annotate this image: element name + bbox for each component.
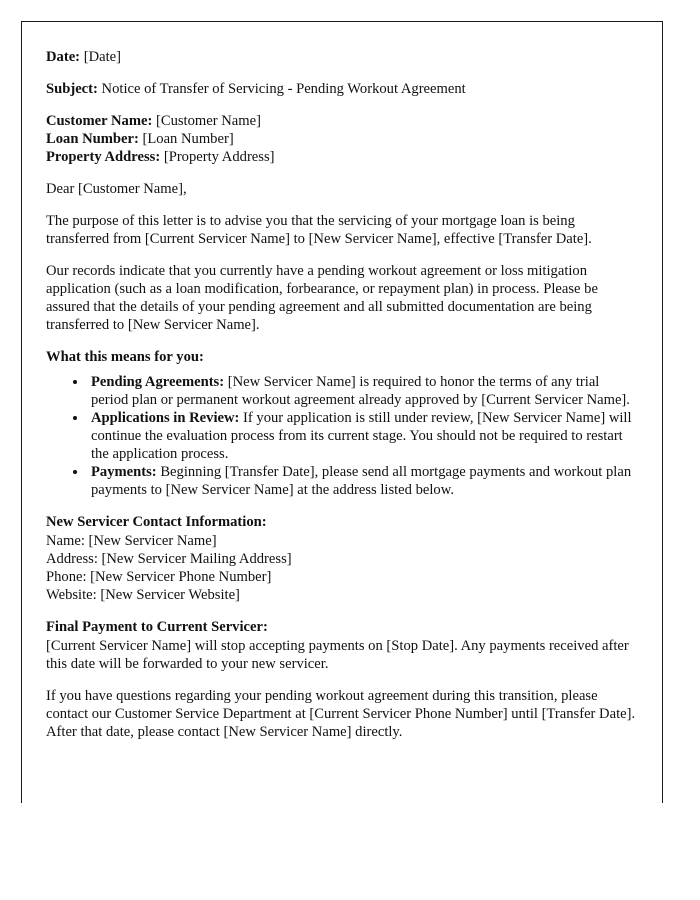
date-value: [Date] bbox=[83, 49, 121, 65]
what-this-means-heading: What this means for you: bbox=[46, 349, 204, 366]
final-payment-heading: Final Payment to Current Servicer: bbox=[46, 619, 268, 636]
bullet-text: Beginning [Transfer Date], please send all mortgage payments and workout plan payments to [New Servicer Name] at the address listed below. bbox=[91, 464, 632, 499]
bullet-label: Pending Agreements: bbox=[91, 374, 225, 391]
contact-name-line: Name: [New Servicer Name] bbox=[46, 533, 217, 550]
date-line bbox=[46, 48, 638, 66]
property-address-label: Property Address: bbox=[46, 149, 161, 166]
means-bullet-list bbox=[46, 373, 638, 499]
list-item bbox=[88, 409, 638, 463]
loan-number-label: Loan Number: bbox=[46, 131, 139, 148]
list-item bbox=[88, 463, 638, 499]
list-item bbox=[88, 373, 638, 409]
new-servicer-contact-block bbox=[46, 513, 638, 604]
bullet-label: Payments: bbox=[91, 464, 157, 481]
letter-body bbox=[46, 48, 638, 755]
paragraph-purpose: The purpose of this letter is to advise you that the servicing of your mortgage loan is being transferred from [Current Servicer Name] to [New Servicer Name], effective [Transfer Date]. bbox=[46, 213, 592, 248]
loan-number-value: [Loan Number] bbox=[142, 131, 234, 148]
subject-label: Subject: bbox=[46, 81, 98, 98]
customer-name-line bbox=[46, 112, 638, 130]
bullet-label: Applications in Review: bbox=[91, 410, 240, 427]
customer-name-label: Customer Name: bbox=[46, 113, 153, 130]
subject-value: Notice of Transfer of Servicing - Pending Workout Agreement bbox=[101, 81, 466, 98]
salutation: Dear [Customer Name], bbox=[46, 181, 187, 198]
contact-website-line: Website: [New Servicer Website] bbox=[46, 587, 240, 604]
property-address-line bbox=[46, 148, 638, 166]
bullet-text: [New Servicer Name] is required to honor the terms of any trial period plan or permanent workout agreement already approved by [Current Servicer Name]. bbox=[91, 374, 630, 409]
contact-phone-line: Phone: [New Servicer Phone Number] bbox=[46, 569, 272, 586]
final-payment-block bbox=[46, 618, 638, 673]
bullet-text: If your application is still under review, [New Servicer Name] will continue the evaluation process from its current stage. You should not be required to restart the application process. bbox=[91, 410, 632, 463]
final-payment-text: [Current Servicer Name] will stop accepting payments on [Stop Date]. Any payments received after this date will be forwarded to your new servicer. bbox=[46, 638, 629, 673]
customer-name-value: [Customer Name] bbox=[155, 113, 261, 130]
loan-number-line bbox=[46, 130, 638, 148]
paragraph-records: Our records indicate that you currently have a pending workout agreement or loss mitigation application (such as a loan modification, forbearance, or repayment plan) in process. Please be assured that the details of your pending agreement and all submitted documentation are being transferred to [New Servicer Name]. bbox=[46, 263, 598, 334]
contact-address-line: Address: [New Servicer Mailing Address] bbox=[46, 551, 292, 568]
date-label: Date: bbox=[46, 49, 81, 65]
contact-heading: New Servicer Contact Information: bbox=[46, 514, 267, 531]
subject-line bbox=[46, 80, 638, 98]
property-address-value: [Property Address] bbox=[163, 149, 275, 166]
paragraph-questions: If you have questions regarding your pending workout agreement during this transition, please contact our Customer Service Department at [Current Servicer Phone Number] until [Transfer Date]. After that date, please contact [New Servicer Name] directly. bbox=[46, 688, 636, 741]
loan-meta-group bbox=[46, 112, 638, 166]
